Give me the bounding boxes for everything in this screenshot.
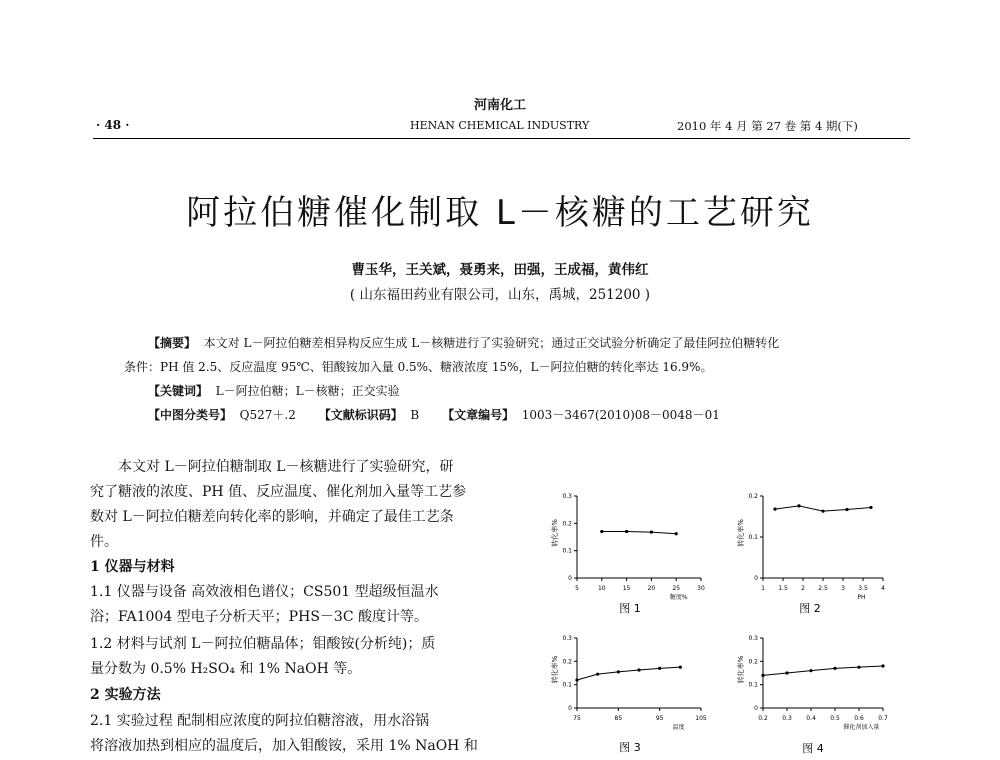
x-tick-label: 5 bbox=[575, 585, 579, 592]
abstract-label: 【摘要】 bbox=[148, 336, 197, 350]
series-line bbox=[602, 532, 676, 534]
x-tick-label: 75 bbox=[573, 715, 581, 722]
x-axis-label: 催化剂加入量 bbox=[843, 724, 880, 731]
section-heading-2: 2 实验方法 bbox=[90, 687, 161, 703]
y-tick-label: 0 bbox=[754, 575, 758, 582]
keywords-label: 【关键词】 bbox=[148, 384, 209, 398]
section-heading-1: 1 仪器与材料 bbox=[90, 559, 175, 575]
x-tick-label: 4 bbox=[881, 585, 885, 592]
classification-line bbox=[148, 406, 720, 423]
y-tick-label: 0.1 bbox=[562, 681, 572, 689]
abstract-line-1 bbox=[148, 334, 779, 351]
y-tick-label: 0 bbox=[568, 705, 572, 712]
x-tick-label: 10 bbox=[597, 585, 606, 592]
data-point bbox=[679, 666, 682, 669]
data-point bbox=[596, 673, 599, 676]
paragraph-1-line-2: 究了糖液的浓度、PH 值、反应温度、催化剂加入量等工艺参 bbox=[90, 484, 467, 500]
x-tick-label: 0.3 bbox=[782, 715, 792, 722]
section-1-1-line-1: 1.1 仪器与设备 高效液相色谱仪；CS501 型超级恒温水 bbox=[90, 584, 439, 600]
data-point bbox=[845, 508, 848, 511]
x-tick-label: 30 bbox=[697, 585, 705, 592]
journal-name: 河南化工 bbox=[473, 98, 526, 113]
data-point bbox=[797, 504, 800, 507]
y-tick-label: 0.1 bbox=[748, 534, 758, 541]
x-tick-label: 2.5 bbox=[818, 585, 828, 592]
x-tick-label: 3 bbox=[841, 585, 845, 592]
data-point bbox=[761, 674, 764, 677]
data-point bbox=[773, 508, 776, 511]
x-tick-label: 0.2 bbox=[758, 715, 768, 722]
article-number: 1003－3467(2010)08－0048－01 bbox=[521, 408, 720, 422]
doc-code: B bbox=[410, 408, 420, 422]
y-tick-label: 0.2 bbox=[562, 658, 572, 666]
section-1-2-line-2: 量分数为 0.5% H₂SO₄ 和 1% NaOH 等。 bbox=[90, 661, 362, 677]
abstract-text-1: 本文对 L－阿拉伯糖差相异构反应生成 L－核糖进行了实验研究；通过正交试验分析确定了最佳阿拉伯糖转化 bbox=[203, 336, 780, 350]
article-number-label: 【文章编号】 bbox=[442, 408, 515, 422]
issue-info: 2010 年 4 月 第 27 卷 第 4 期(下) bbox=[677, 119, 858, 133]
x-axis-label: 糖度% bbox=[669, 594, 688, 601]
y-tick-label: 0.1 bbox=[562, 547, 572, 555]
section-2-1-line-2: 将溶液加热到相应的温度后，加入钼酸铵，采用 1% NaOH 和 bbox=[90, 738, 478, 754]
x-tick-label: 0.7 bbox=[878, 715, 888, 722]
x-tick-label: 0.5 bbox=[830, 715, 840, 722]
article-title: 阿拉伯糖催化制取 L－核糖的工艺研究 bbox=[186, 193, 814, 233]
figure-panel bbox=[551, 478, 920, 760]
x-axis-label: PH bbox=[857, 594, 866, 601]
figure-1 bbox=[550, 493, 705, 615]
y-tick-label: 0.2 bbox=[748, 658, 758, 666]
data-point bbox=[675, 532, 678, 535]
paragraph-1-line-4: 件。 bbox=[90, 534, 118, 550]
data-point bbox=[857, 666, 860, 669]
figure-caption: 图 3 bbox=[619, 741, 641, 754]
header-rule bbox=[93, 138, 910, 139]
y-axis-label: 转化率% bbox=[551, 519, 559, 547]
data-point bbox=[785, 671, 788, 674]
data-point bbox=[881, 664, 884, 667]
doc-code-label: 【文献标识码】 bbox=[318, 408, 403, 422]
x-tick-label: 3.5 bbox=[858, 585, 868, 592]
y-axis-label: 转化率% bbox=[737, 655, 745, 684]
y-tick-label: 0.1 bbox=[748, 681, 758, 689]
data-point bbox=[625, 530, 628, 533]
x-tick-label: 1 bbox=[761, 585, 765, 592]
paragraph-1-line-1: 本文对 L－阿拉伯糖制取 L－核糖进行了实验研究，研 bbox=[118, 459, 454, 475]
y-tick-label: 0 bbox=[568, 575, 572, 582]
abstract-line-2: 条件：PH 值 2.5、反应温度 95℃、钼酸铵加入量 0.5%、糖液浓度 15%，L－阿拉伯糖的转化率达 16.9%。 bbox=[124, 360, 713, 374]
keywords: L－阿拉伯糖；L－核糖；正交实验 bbox=[215, 384, 400, 398]
x-tick-label: 95 bbox=[655, 715, 664, 722]
x-tick-label: 85 bbox=[614, 715, 623, 722]
x-tick-label: 2 bbox=[801, 585, 805, 592]
data-point bbox=[617, 670, 620, 673]
data-point bbox=[600, 530, 603, 533]
data-point bbox=[809, 669, 812, 672]
section-2-1-line-1: 2.1 实验过程 配制相应浓度的阿拉伯糖溶液，用水浴锅 bbox=[90, 713, 430, 729]
series-line bbox=[763, 666, 883, 675]
y-tick-label: 0.3 bbox=[562, 493, 572, 500]
data-point bbox=[821, 510, 824, 513]
paragraph-1-line-3: 数对 L－阿拉伯糖差向转化率的影响，并确定了最佳工艺条 bbox=[90, 509, 454, 525]
x-tick-label: 25 bbox=[672, 585, 681, 592]
x-tick-label: 0.6 bbox=[854, 715, 864, 722]
y-axis-label: 转化率% bbox=[737, 519, 745, 547]
y-tick-label: 0.3 bbox=[748, 635, 758, 642]
data-point bbox=[575, 678, 578, 681]
keywords-line bbox=[148, 382, 400, 399]
y-axis-label: 转化率% bbox=[551, 655, 559, 684]
series-line bbox=[577, 667, 680, 680]
affiliation: ( 山东福田药业有限公司，山东，禹城，251200 ) bbox=[349, 287, 651, 303]
y-tick-label: 0.2 bbox=[748, 493, 758, 500]
author-list: 曹玉华，王关斌，聂勇来，田强，王成福，黄伟红 bbox=[351, 262, 649, 278]
x-tick-label: 1.5 bbox=[778, 585, 788, 592]
data-point bbox=[869, 506, 872, 509]
y-tick-label: 0 bbox=[754, 705, 758, 712]
data-point bbox=[650, 530, 653, 533]
journal-english-name: HENAN CHEMICAL INDUSTRY bbox=[410, 119, 590, 132]
x-tick-label: 105 bbox=[695, 715, 707, 722]
figure-caption: 图 4 bbox=[802, 742, 824, 755]
figure-2 bbox=[736, 493, 885, 615]
x-axis-label: 温度 bbox=[672, 724, 685, 731]
y-tick-label: 0.2 bbox=[562, 520, 572, 528]
data-point bbox=[658, 667, 661, 670]
figure-caption: 图 2 bbox=[799, 602, 821, 615]
figure-caption: 图 1 bbox=[619, 602, 641, 615]
section-1-1-line-2: 浴；FA1004 型电子分析天平；PHS－3C 酸度计等。 bbox=[90, 609, 428, 625]
x-tick-label: 0.4 bbox=[806, 715, 816, 722]
x-tick-label: 20 bbox=[647, 585, 656, 592]
page-number: · 48 · bbox=[96, 118, 130, 132]
clc-label: 【中图分类号】 bbox=[148, 408, 233, 422]
data-point bbox=[833, 667, 836, 670]
data-point bbox=[637, 668, 640, 671]
section-1-2-line-1: 1.2 材料与试剂 L－阿拉伯糖晶体；钼酸铵(分析纯)；质 bbox=[90, 636, 436, 652]
clc-code: Q527＋.2 bbox=[239, 408, 296, 422]
x-tick-label: 15 bbox=[622, 585, 631, 592]
figure-4 bbox=[736, 635, 888, 755]
figure-3 bbox=[550, 635, 707, 754]
y-tick-label: 0.3 bbox=[562, 635, 572, 642]
